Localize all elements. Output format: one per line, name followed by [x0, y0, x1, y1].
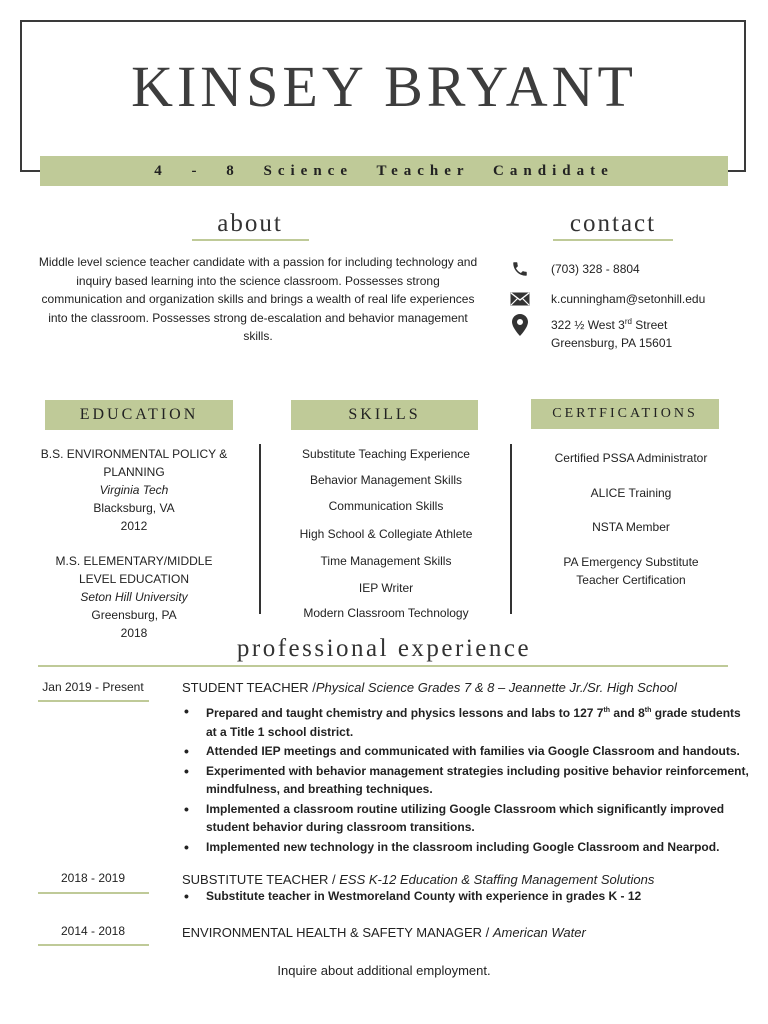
certification-item: PA Emergency Substitute Teacher Certification	[563, 555, 699, 587]
contact-phone-row	[509, 260, 640, 278]
degree-name: B.S. ENVIRONMENTAL POLICY & PLANNING	[40, 447, 228, 479]
footer-note: Inquire about additional employment.	[277, 963, 491, 978]
list-item: • Substitute teacher in Westmoreland County with experience in grades K - 12	[182, 887, 752, 906]
candidate-name: KINSEY BRYANT	[131, 54, 637, 119]
column-divider-right	[510, 444, 512, 614]
certifications-heading: CERTFICATIONS	[531, 399, 719, 429]
certification-item: NSTA Member	[592, 520, 670, 534]
skill-item: Behavior Management Skills	[309, 473, 463, 487]
address-line-1: 322 ½ West 3rd Street	[551, 317, 668, 332]
skill-item: Modern Classroom Technology	[303, 606, 469, 620]
job-organization: ESS K-12 Education & Staffing Management Solutions	[339, 872, 655, 887]
skill-item: Time Management Skills	[320, 554, 452, 568]
column-divider-left	[259, 444, 261, 614]
job-date-underline	[38, 944, 149, 946]
list-item: • Experimented with behavior management strategies including positive behavior reinforcement, mindfulness, and breathing techniques.	[182, 762, 752, 799]
list-item: • Prepared and taught chemistry and physics lessons and labs to 127 7th and 8th grade students at a Title 1 school district.	[182, 702, 752, 741]
about-underline	[192, 239, 309, 241]
job-duties-list	[182, 702, 752, 857]
job-organization: Physical Science Grades 7 & 8 – Jeannette Jr./Sr. High School	[315, 680, 677, 695]
contact-heading: contact	[569, 210, 657, 237]
map-pin-icon	[509, 313, 531, 337]
experience-heading: professional experience	[236, 635, 532, 662]
address-line-2: Greensburg, PA 15601	[551, 336, 673, 350]
job-title: SUBSTITUTE TEACHER / ESS K-12 Education & Staffing Management Solutions	[182, 872, 655, 887]
list-item: • Implemented a classroom routine utilizing Google Classroom which significantly improved student behavior during classroom transitions.	[182, 800, 752, 837]
email-address[interactable]: k.cunningham@setonhill.edu	[551, 292, 706, 306]
school-name: Seton Hill University	[80, 590, 188, 604]
job-date: Jan 2019 - Present	[42, 680, 144, 694]
skills-heading: SKILLS	[291, 400, 478, 430]
school-name: Virginia Tech	[99, 483, 169, 497]
about-text: Middle level science teacher candidate with a passion for including technology and inquiry based learning into the science classroom. Possesses strong communication and organization skills and brings a wealth of real life experiences into the classroom. Possesses strong de-escalation and behavior management skills.	[38, 255, 478, 343]
mailing-address	[551, 313, 672, 352]
degree-name: M.S. ELEMENTARY/MIDDLE LEVEL EDUCATION	[55, 554, 213, 586]
list-item: • Attended IEP meetings and communicated with families via Google Classroom and handouts.	[182, 742, 752, 761]
education-entry	[38, 445, 230, 535]
job-date-underline	[38, 892, 149, 894]
phone-icon	[509, 260, 531, 278]
certification-item: Certified PSSA Administrator	[554, 451, 708, 465]
education-heading: EDUCATION	[45, 400, 233, 430]
list-item: • Implemented new technology in the classroom including Google Classroom and Nearpod.	[182, 838, 752, 857]
graduation-year: 2012	[120, 519, 148, 533]
skill-item: IEP Writer	[358, 581, 414, 595]
job-duties-list	[182, 887, 752, 907]
job-date: 2018 - 2019	[60, 871, 126, 885]
certification-item: ALICE Training	[590, 486, 672, 500]
experience-underline	[38, 665, 728, 667]
about-heading: about	[217, 210, 283, 237]
phone-number[interactable]: (703) 328 - 8804	[551, 262, 640, 276]
job-date-underline	[38, 700, 149, 702]
candidate-title: 4 - 8 Science Teacher Candidate	[154, 162, 614, 179]
job-title: ENVIRONMENTAL HEALTH & SAFETY MANAGER / American Water	[182, 925, 586, 940]
subtitle-bar	[40, 156, 728, 186]
job-date: 2014 - 2018	[60, 924, 126, 938]
graduation-year: 2018	[120, 626, 148, 640]
skill-item: Communication Skills	[328, 499, 444, 513]
envelope-icon	[509, 290, 531, 308]
contact-address-row	[509, 313, 672, 352]
job-organization: American Water	[492, 925, 586, 940]
skill-item: High School & Collegiate Athlete	[299, 527, 473, 541]
job-title: STUDENT TEACHER /Physical Science Grades 7 & 8 – Jeannette Jr./Sr. High School	[182, 680, 677, 695]
contact-underline	[553, 239, 673, 241]
contact-email-row	[509, 290, 705, 308]
skill-item: Substitute Teaching Experience	[302, 447, 470, 461]
education-entry	[38, 552, 230, 642]
school-location: Greensburg, PA	[91, 608, 177, 622]
school-location: Blacksburg, VA	[93, 501, 175, 515]
